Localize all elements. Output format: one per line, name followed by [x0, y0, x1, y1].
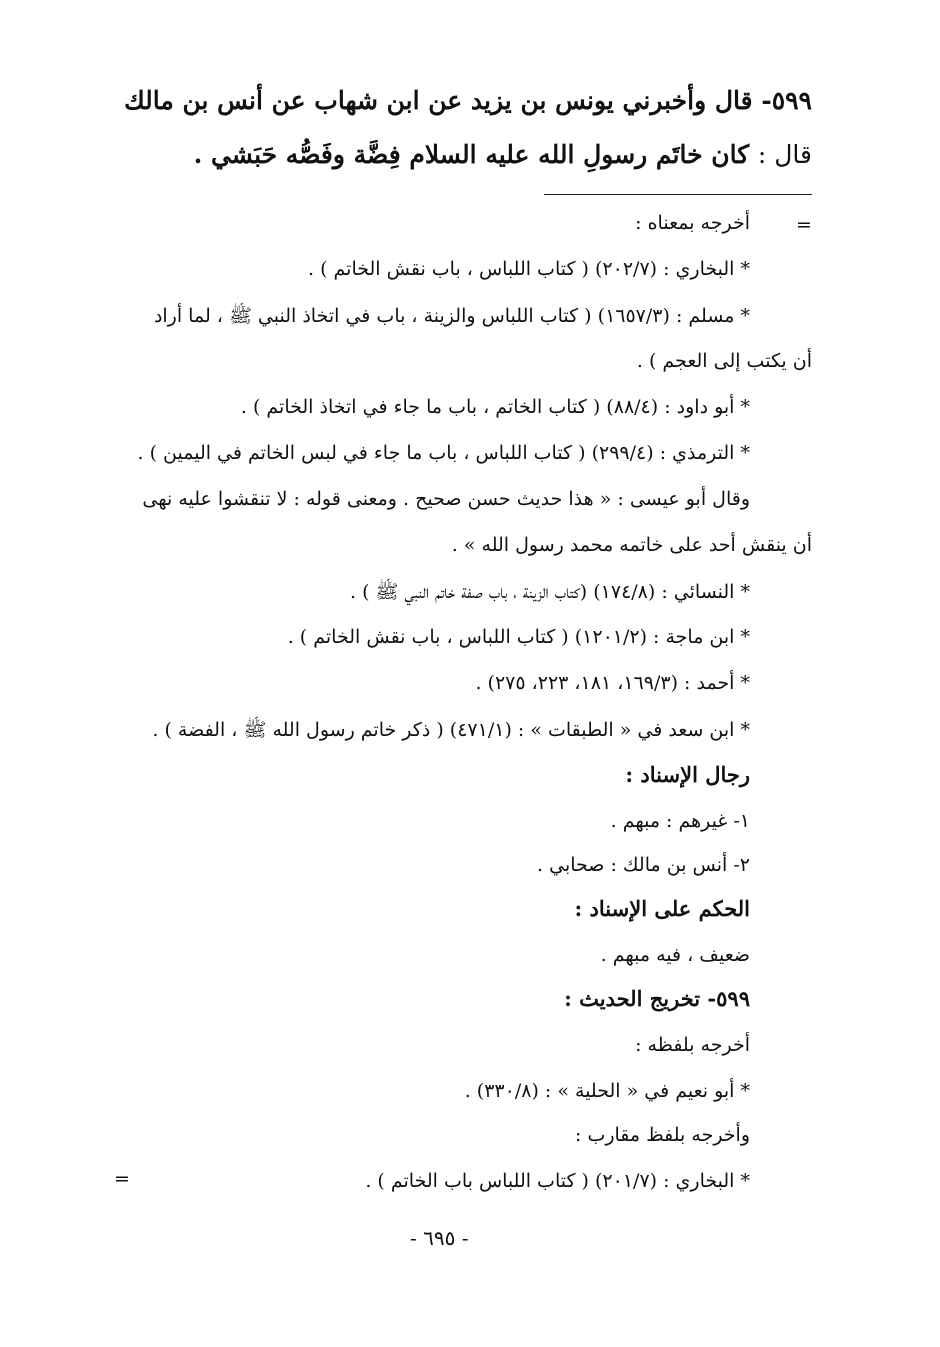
footnote-line: * النسائي : (١٧٤/٨) (كتاب الزينة ، باب صفة خاتم النبي ﷺ ) . — [350, 581, 750, 603]
takhrij-line: وأخرجه بلفظ مقارب : — [575, 1124, 750, 1146]
hadith-matn: كان خاتَم رسولِ الله عليه السلام فِضَّة وفَصُّه حَبَشي . — [193, 140, 750, 169]
takhrij-line: * البخاري : (٢٠١/٧) ( كتاب اللباس باب الخاتم ) . — [365, 1170, 750, 1192]
hadith-number: ٥٩٩- — [761, 86, 812, 115]
hadith-line-1 — [124, 86, 812, 115]
footnote-line: وقال أبو عيسى : « هذا حديث حسن صحيح . ومعنى قوله : لا تنقشوا عليه نهى — [142, 488, 750, 510]
rijal-item: ١- غيرهم : مبهم . — [610, 810, 750, 832]
hukm-text: ضعيف ، فيه مبهم . — [600, 944, 750, 966]
footnote-line: * البخاري : (٢٠٢/٧) ( كتاب اللباس ، باب نقش الخاتم ) . — [307, 258, 750, 280]
continuation-marker: = — [796, 214, 812, 236]
footnote-separator — [544, 194, 812, 195]
page-number: - ٦٩٥ - — [410, 1226, 469, 1250]
footnote-line: * الترمذي : (٢٩٩/٤) ( كتاب اللباس ، باب ما جاء في لبس الخاتم في اليمين ) . — [137, 442, 750, 464]
hadith-line-2 — [194, 140, 812, 169]
footnote-line: * أبو داود : (٨٨/٤) ( كتاب الخاتم ، باب ما جاء في اتخاذ الخاتم ) . — [240, 396, 750, 418]
footnote-line: * ابن سعد في « الطبقات » : (٤٧١/١) ( ذكر خاتم رسول الله ﷺ ، الفضة ) . — [152, 719, 750, 741]
footnote-line: * أحمد : (١٦٩/٣، ١٨١، ٢٢٣، ٢٧٥) . — [475, 672, 750, 694]
hadith-isnad: قال وأخبرني يونس بن يزيد عن ابن شهاب عن أنس بن مالك — [124, 86, 753, 115]
end-marker: = — [114, 1168, 130, 1190]
footnote-line: * ابن ماجة : (١٢٠١/٢) ( كتاب اللباس ، باب نقش الخاتم ) . — [287, 626, 750, 648]
takhrij-line: أخرجه بلفظه : — [635, 1034, 750, 1056]
takhrij-line: * أبو نعيم في « الحلية » : (٣٣٠/٨) . — [464, 1080, 750, 1102]
hukm-heading: الحكم على الإسناد : — [574, 896, 750, 921]
takhrij-heading: ٥٩٩- تخريج الحديث : — [564, 986, 750, 1011]
footnote-line: أخرجه بمعناه : — [635, 212, 750, 234]
footnote-line: * مسلم : (١٦٥٧/٣) ( كتاب اللباس والزينة ، باب في اتخاذ النبي ﷺ ، لما أراد — [153, 305, 750, 327]
footnote-line: أن يكتب إلى العجم ) . — [636, 350, 812, 372]
footnote-line: أن ينقش أحد على خاتمه محمد رسول الله » . — [451, 534, 812, 556]
rijal-heading: رجال الإسناد : — [625, 762, 750, 787]
rijal-item: ٢- أنس بن مالك : صحابي . — [537, 854, 750, 876]
hadith-qala: قال : — [757, 140, 812, 169]
